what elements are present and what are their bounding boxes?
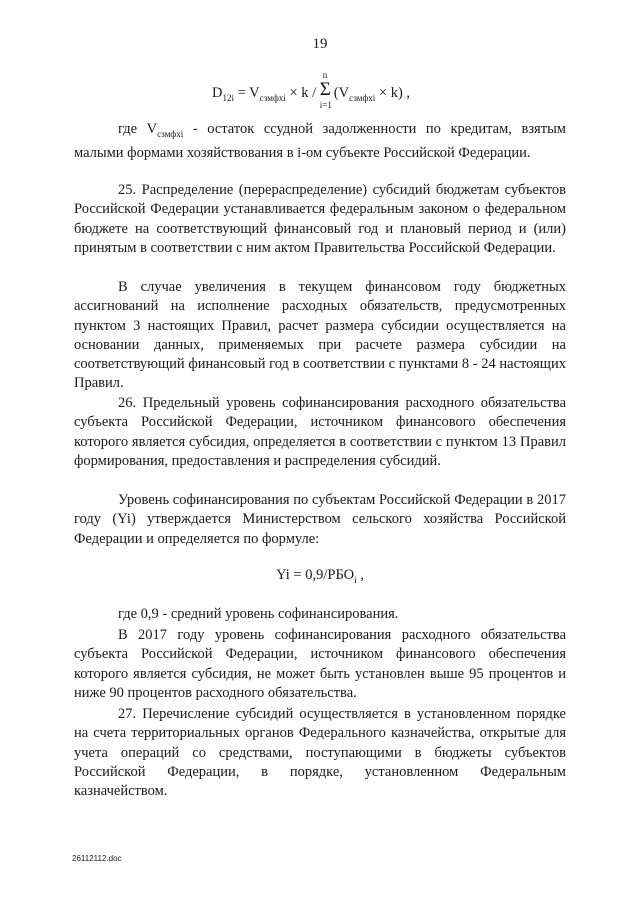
- formula-v-sub: сзмфхi: [259, 92, 286, 103]
- sum-lower-limit: i=1: [319, 100, 332, 110]
- formula-eq: = V: [234, 85, 260, 101]
- formula-yi-text: Yi = 0,9/РБО: [276, 567, 355, 583]
- paragraph-2017-limit: В 2017 году уровень софинансирования расходного обязательства субъекта Российской Федерации, источником финансового обеспечения которого является субсидия, не может быть установлен выше 95 процентов и ниже 90 процентов расходного обязательства.: [74, 627, 566, 701]
- footer-filename: 26112112.doc: [72, 854, 122, 863]
- formula-yi: [0, 567, 640, 585]
- where-text: - остаток ссудной задолженности по кредитам, взятым малыми формами хозяйствования в i-ом субъекте Российской Федерации.: [74, 121, 566, 162]
- where-v-sub: сзмфхi: [157, 128, 184, 139]
- sum-operator: [319, 70, 334, 110]
- formula-d12i: [212, 70, 411, 110]
- formula-lhs: D: [212, 85, 223, 101]
- formula-lhs-sub: 12i: [222, 92, 234, 103]
- paragraph-increase: В случае увеличения в текущем финансовом году бюджетных ассигнований на исполнение расходных обязательств, предусмотренных пунктом 3 настоящих Правил, расчет размера субсидии осуществляется на основании данных, применяемых при расчете размера субсидии на соответствующий финансовый год в соответствии с пунктами 8 - 24 настоящих Правил.: [74, 279, 566, 392]
- formula-v-sub-2: сзмфхi: [349, 92, 376, 103]
- page-number: 19: [312, 36, 328, 52]
- sum-upper-limit: n: [322, 70, 328, 80]
- paragraph-where-v: [74, 120, 566, 163]
- paragraph-where-09: где 0,9 - средний уровень софинансирования.: [118, 606, 399, 622]
- where-prefix: где V: [118, 121, 158, 137]
- paragraph-cofinancing-level: Уровень софинансирования по субъектам Российской Федерации в 2017 году (Yi) утверждается Министерством сельского хозяйства Российской Федерации и определяется по формуле:: [74, 492, 566, 547]
- formula-mid: × k /: [285, 85, 320, 101]
- formula-yi-tail: ,: [356, 567, 364, 583]
- paragraph-25: 25. Распределение (перераспределение) субсидий бюджетам субъектов Российской Федерации устанавливается федеральным законом о федеральном бюджете на соответствующий финансовый год и плановый период и (или) принятым в соответствии с ним актом Правительства Российской Федерации.: [74, 182, 566, 256]
- sum-symbol: Σ: [319, 79, 331, 100]
- paragraph-26: 26. Предельный уровень софинансирования расходного обязательства субъекта Российской Федерации, источником финансового обеспечения которого является субсидия, определяется в соответствии с пунктом 13 Правил формирования, предоставления и распределения субсидий.: [74, 395, 566, 469]
- formula-tail: × k) ,: [375, 85, 411, 101]
- formula-yi-sub: i: [354, 574, 357, 585]
- formula-paren: (V: [333, 85, 350, 101]
- paragraph-27: 27. Перечисление субсидий осуществляется в установленном порядке на счета территориальных органов Федерального казначейства, открытые для учета операций со средствами, поступающими в бюджеты субъектов Российской Федерации, в порядке, установленном Федеральным казначейством.: [74, 706, 566, 800]
